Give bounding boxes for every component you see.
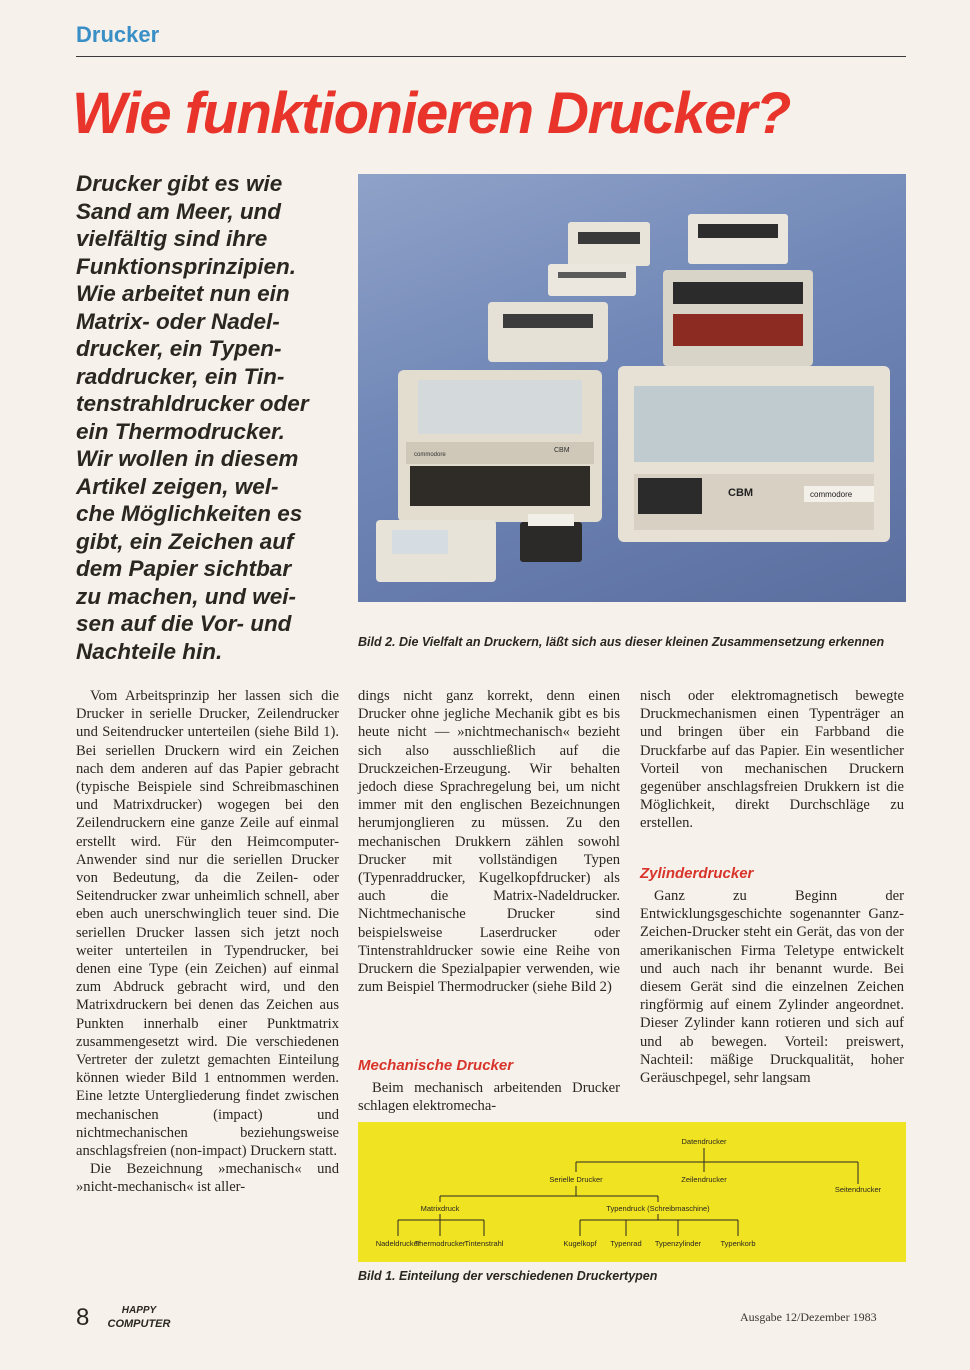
typewriter [398, 370, 602, 522]
diagram-node-matrix: Matrixdruck [420, 1204, 460, 1213]
logo-top-text: HAPPY [121, 1305, 157, 1316]
subheading-mechanische-drucker: Mechanische Drucker [358, 1057, 514, 1074]
article-column-2 [358, 687, 620, 996]
diagram-leaf: Tintenstrahl [464, 1239, 504, 1248]
article-column-2-continued [358, 1079, 620, 1115]
diagram-leaf: Typenrad [610, 1239, 642, 1248]
intro-line: Wir wollen in diesem [76, 446, 299, 471]
diagram-leaf: Thermodrucker [414, 1239, 466, 1248]
page-number: 8 [76, 1304, 90, 1331]
typewriter-brand-label: commodore [414, 452, 446, 458]
section-label: Drucker [76, 22, 160, 47]
intro-line: Artikel zeigen, wel- [76, 473, 279, 499]
intro-line: che Möglichkeiten es [76, 501, 303, 526]
logo-bottom-text: COMPUTER [107, 1318, 171, 1330]
typewriter-cbm-label: CBM [554, 447, 570, 454]
printer-small-3 [488, 302, 608, 362]
logo-mark [100, 1302, 178, 1332]
printer-small-2 [548, 264, 636, 296]
thermal-printer [376, 520, 496, 582]
intro-line: ein Thermodrucker. [76, 418, 285, 444]
diagram-leaf: Typenkorb [720, 1239, 756, 1248]
diagram-node-seriell: Serielle Drucker [549, 1175, 603, 1184]
article-column-3-continued [640, 887, 904, 1087]
mini-printer [520, 514, 582, 562]
diagram-caption: Bild 1. Einteilung der verschiedenen Druckertypen [358, 1269, 658, 1283]
photo-caption: Bild 2. Die Vielfalt an Druckern, läßt sich aus dieser kleinen Zusammensetzung erkennen [358, 635, 885, 649]
happy-computer-logo [100, 1302, 178, 1332]
article-column-1 [76, 687, 339, 1197]
article-column-3 [640, 687, 904, 833]
intro-line: dem Papier sichtbar [76, 556, 292, 581]
intro-line: Sand am Meer, und [76, 198, 282, 224]
diagram-tree [358, 1122, 906, 1262]
diagram-node-typen: Typendruck (Schreibmaschine) [606, 1204, 710, 1213]
subheading-zylinderdrucker: Zylinderdrucker [640, 865, 754, 882]
intro-line: Funktionsprinzipien. [76, 253, 296, 279]
intro-line: Wie arbeitet nun ein [76, 281, 290, 306]
printer-large-cbm [618, 366, 890, 542]
large-printer-cbm-label: CBM [728, 487, 754, 499]
printer-small-1 [568, 222, 650, 266]
intro-line: raddrucker, ein Tin- [76, 363, 285, 389]
diagram-connectors [398, 1148, 858, 1236]
diagram-node-root: Datendrucker [681, 1137, 727, 1146]
issue-footer: Ausgabe 12/Dezember 1983 [740, 1310, 877, 1324]
paragraph: dings nicht ganz korrekt, denn einen Drucker ohne jegliche Mechanik gibt es bis heute nicht — »nichtmechanisch« bezieht sich also ausschließlich auf die Druckzeichen-Erzeugung. Wir behalten jedoch diese Sprachregelung bei, um nicht immer mit den englischen Bezeichnungen herumjonglieren zu müssen. Zu den mechanischen Drukkern zählen sowohl Drucker mit vollständigen Typen (Typenraddrucker, Kugelkopfdrucker) als auch die Matrix-Nadeldrucker. Nichtmechanische Drucker sind beispielsweise Laserdrucker oder Tintenstrahldrucker sowie eine Reihe von Druckern die Spezialpapier verwenden, wie zum Beispiel Thermodrucker (siehe Bild 2) [358, 688, 620, 996]
paragraph: Die Bezeichnung »mechanisch« und »nicht-mechanisch« ist aller- [76, 1161, 339, 1196]
printers-photo [358, 174, 906, 602]
intro-line: Nachteile hin. [76, 638, 223, 664]
header-rule [76, 56, 906, 57]
intro-line: drucker, ein Typen- [76, 336, 282, 361]
paragraph: Vom Arbeitsprinzip her lassen sich die Drucker in serielle Drucker, Zeilendrucker und Seitendrucker unterteilen (siehe Bild 1). Bei seriellen Druckern wird ein Zeichen nach dem anderen auf das Papier gebracht (typische Beispiele sind Schreibmaschinen und Matrixdrucker) wogegen bei den Zeilendruckern eine ganze Zeile auf einmal erstellt wird. Für den Heimcomputer-Anwender sind nur die seriellen Drucker von Bedeutung, da die Zeilen- oder Seitendrucker zwar unheimlich schnell, aber eben auch unerschwinglich teuer sind. Die seriellen Drucker lassen sich jetzt noch weiter unterteilen in Typendrucker, bei denen eine Type (ein Zeichen) auf einmal zum Abdruck gebracht wird, und den Matrixdruckern bei denen das Zeichen aus Punkten innerhalb einer Punktmatrix zusammengesetzt wird. Die verschiedenen Vertreter der zuletzt gemachten Einteilung können wieder Bild 1 entnommen werden. Eine letzte Untergliederung findet zwischen mechanischen (impact) und nichtmechanischen beziehungsweise anschlagsfreien (non-impact) Druckern statt. [76, 688, 339, 1160]
diagram-leaf: Kugelkopf [563, 1239, 597, 1248]
paragraph: Beim mechanisch arbeitenden Drucker schlagen elektromecha- [358, 1080, 620, 1115]
intro-line: Matrix- oder Nadel- [76, 308, 280, 334]
printers-illustration [358, 174, 906, 602]
intro-line: vielfältig sind ihre [76, 226, 268, 251]
printer-top-right [688, 214, 788, 264]
intro-line: Drucker gibt es wie [76, 171, 283, 196]
diagram-leaf: Nadeldrucker [375, 1239, 421, 1248]
intro-line: tenstrahldrucker oder [76, 391, 309, 416]
diagram-node-seiten: Seitendrucker [834, 1185, 882, 1194]
paragraph: Ganz zu Beginn der Entwicklungsgeschichte sogenannter Ganz-Zeichen-Drucker steht ein Gerät, das von der amerikanischen Firma Teletype entwickelt und auch nach ihr benannt wurde. Bei diesem Gerät sind die einzelnen Zeichen ringförmig auf einem Zylinder angeordnet. Dieser Zylinder kann rotieren und sich auf und ab bewegen. Vorteil: preiswert, Nachteil: mäßige Druckqualität, hoher Geräuschpegel, sehr langsam [640, 888, 904, 1087]
large-printer-brand-label: commodore [810, 490, 853, 499]
printer-daisywheel [663, 270, 813, 366]
printer-type-diagram [358, 1122, 906, 1262]
paragraph: nisch oder elektromagnetisch bewegte Druckmechanismen einen Typenträger an und bringen über ein Farbband die Druckfarbe auf das Papier. Ein wesentlicher Vorteil von mechanischen Druckern gegenüber anschlagsfreien Drukkern ist die Möglichkeit, direkt Durchschläge zu erstellen. [640, 688, 904, 832]
intro-line: zu machen, und wei- [76, 583, 297, 609]
diagram-node-zeilen: Zeilendrucker [681, 1175, 727, 1184]
diagram-leaf: Typenzylinder [654, 1239, 702, 1248]
intro-line: sen auf die Vor- und [76, 611, 292, 636]
page-title: Wie funktionieren Drucker? [72, 81, 790, 146]
intro-line: gibt, ein Zeichen auf [76, 528, 294, 554]
intro-lead [76, 170, 342, 665]
